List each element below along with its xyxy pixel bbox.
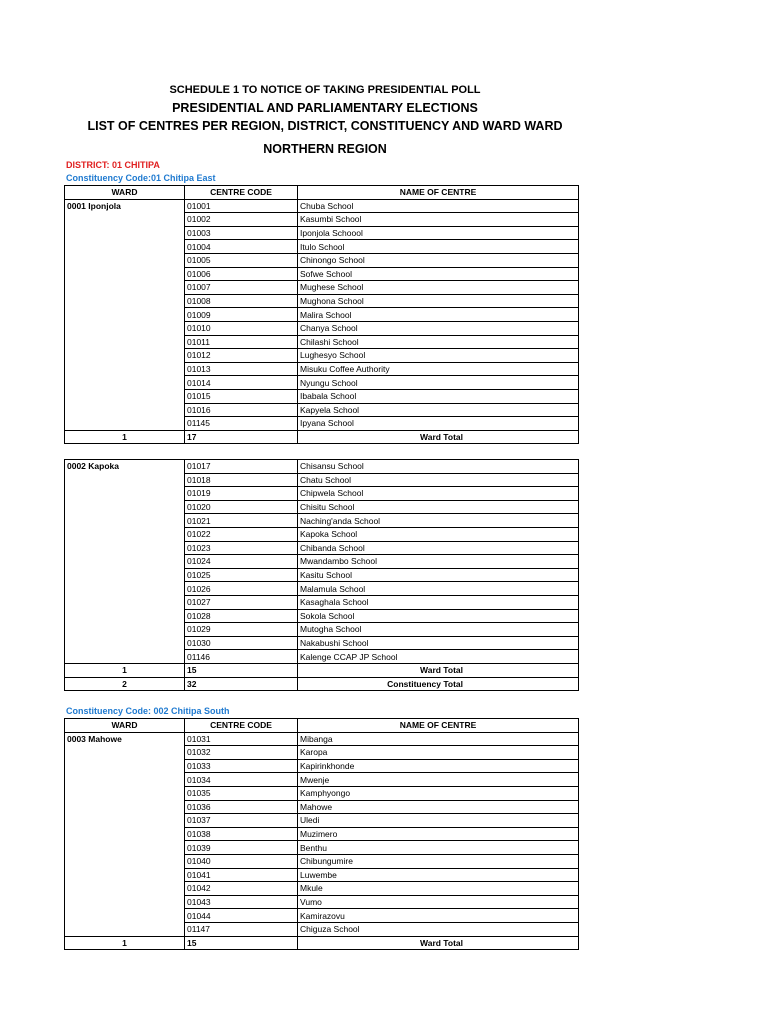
- district-label: DISTRICT: 01 CHITIPA: [66, 160, 160, 170]
- centre-name-cell: Chatu School: [298, 473, 579, 487]
- centre-code-cell: 01036: [185, 800, 298, 814]
- centre-code-cell: 01044: [185, 909, 298, 923]
- centre-code-cell: 01038: [185, 827, 298, 841]
- centre-name-cell: Kasumbi School: [298, 213, 579, 227]
- table-row: [65, 732, 579, 746]
- constituency-total-row-centres: 32: [185, 677, 298, 691]
- centre-code-cell: 01021: [185, 514, 298, 528]
- centre-code-cell: 01009: [185, 308, 298, 322]
- centre-code-cell: 01040: [185, 854, 298, 868]
- ward-total-row-label: Ward Total: [298, 430, 579, 444]
- centre-name-cell: Mibanga: [298, 732, 579, 746]
- col-header-centre-name: NAME OF CENTRE: [298, 186, 579, 200]
- centre-code-cell: 01001: [185, 199, 298, 213]
- election-title: PRESIDENTIAL AND PARLIAMENTARY ELECTIONS: [172, 101, 478, 115]
- centre-name-cell: Lughesyo School: [298, 349, 579, 363]
- centre-name-cell: Ipyana School: [298, 417, 579, 431]
- centre-name-cell: Itulo School: [298, 240, 579, 254]
- centre-name-cell: Kapyela School: [298, 403, 579, 417]
- centre-code-cell: 01030: [185, 636, 298, 650]
- centre-name-cell: Kasitu School: [298, 568, 579, 582]
- centre-name-cell: Mahowe: [298, 800, 579, 814]
- ward-table: [64, 185, 579, 444]
- centre-code-cell: 01041: [185, 868, 298, 882]
- centre-code-cell: 01024: [185, 555, 298, 569]
- centre-name-cell: Mwenje: [298, 773, 579, 787]
- ward-name-cell: 0001 Iponjola: [65, 199, 185, 430]
- col-header-ward: WARD: [65, 186, 185, 200]
- centre-name-cell: Mutogha School: [298, 623, 579, 637]
- list-title: LIST OF CENTRES PER REGION, DISTRICT, CONSTITUENCY AND WARD WARD: [87, 119, 563, 133]
- ward-total-row-count: 1: [65, 430, 185, 444]
- centre-code-cell: 01007: [185, 281, 298, 295]
- centre-code-cell: 01034: [185, 773, 298, 787]
- centre-name-cell: Uledi: [298, 814, 579, 828]
- col-header-centre-code: CENTRE CODE: [185, 719, 298, 733]
- centre-code-cell: 01014: [185, 376, 298, 390]
- table-row: [65, 460, 579, 474]
- centre-name-cell: Vumo: [298, 895, 579, 909]
- centre-code-cell: 01015: [185, 389, 298, 403]
- centre-name-cell: Chibanda School: [298, 541, 579, 555]
- centre-name-cell: Kalenge CCAP JP School: [298, 650, 579, 664]
- constituency-total-row-count: 2: [65, 677, 185, 691]
- centre-name-cell: Mughese School: [298, 281, 579, 295]
- ward-total-row-count: 1: [65, 663, 185, 677]
- centre-code-cell: 01004: [185, 240, 298, 254]
- centre-name-cell: Chiguza School: [298, 922, 579, 936]
- centre-name-cell: Kasaghala School: [298, 595, 579, 609]
- centre-name-cell: Kapoka School: [298, 527, 579, 541]
- col-header-centre-name: NAME OF CENTRE: [298, 719, 579, 733]
- centre-name-cell: Chinongo School: [298, 253, 579, 267]
- centre-code-cell: 01013: [185, 362, 298, 376]
- centre-code-cell: 01043: [185, 895, 298, 909]
- centre-code-cell: 01027: [185, 595, 298, 609]
- ward-table: [64, 718, 579, 950]
- centre-code-cell: 01011: [185, 335, 298, 349]
- centre-name-cell: Ibabala School: [298, 389, 579, 403]
- ward-total-row: [65, 430, 579, 444]
- constituency-label: Constituency Code:01 Chitipa East: [66, 173, 216, 183]
- ward-table: [64, 459, 579, 691]
- centre-code-cell: 01012: [185, 349, 298, 363]
- centre-name-cell: Malamula School: [298, 582, 579, 596]
- centre-name-cell: Sokola School: [298, 609, 579, 623]
- centre-name-cell: Karopa: [298, 746, 579, 760]
- col-header-ward: WARD: [65, 719, 185, 733]
- centre-code-cell: 01026: [185, 582, 298, 596]
- centre-name-cell: Chisitu School: [298, 500, 579, 514]
- ward-name-cell: 0002 Kapoka: [65, 460, 185, 664]
- constituency-total-row-label: Constituency Total: [298, 677, 579, 691]
- centre-code-cell: 01028: [185, 609, 298, 623]
- centre-name-cell: Iponjola Schoool: [298, 226, 579, 240]
- centre-name-cell: Nyungu School: [298, 376, 579, 390]
- centre-name-cell: Nakabushi School: [298, 636, 579, 650]
- centre-name-cell: Mughona School: [298, 294, 579, 308]
- centre-code-cell: 01019: [185, 487, 298, 501]
- centre-code-cell: 01002: [185, 213, 298, 227]
- ward-total-row-label: Ward Total: [298, 663, 579, 677]
- centre-name-cell: Chibungumire: [298, 854, 579, 868]
- centre-code-cell: 01032: [185, 746, 298, 760]
- centre-name-cell: Mkule: [298, 882, 579, 896]
- centre-code-cell: 01025: [185, 568, 298, 582]
- centre-code-cell: 01017: [185, 460, 298, 474]
- constituency-total-row: [65, 677, 579, 691]
- centre-name-cell: Chanya School: [298, 321, 579, 335]
- centre-name-cell: Chilashi School: [298, 335, 579, 349]
- centre-code-cell: 01035: [185, 786, 298, 800]
- ward-total-row-centres: 15: [185, 663, 298, 677]
- centre-code-cell: 01020: [185, 500, 298, 514]
- centre-code-cell: 01033: [185, 759, 298, 773]
- table-row: [65, 199, 579, 213]
- centre-code-cell: 01147: [185, 922, 298, 936]
- centre-name-cell: Chisansu School: [298, 460, 579, 474]
- centre-code-cell: 01018: [185, 473, 298, 487]
- centre-code-cell: 01008: [185, 294, 298, 308]
- centre-code-cell: 01010: [185, 321, 298, 335]
- col-header-centre-code: CENTRE CODE: [185, 186, 298, 200]
- centre-code-cell: 01146: [185, 650, 298, 664]
- centre-code-cell: 01031: [185, 732, 298, 746]
- centre-name-cell: Malira School: [298, 308, 579, 322]
- ward-total-row: [65, 663, 579, 677]
- centre-code-cell: 01003: [185, 226, 298, 240]
- centre-name-cell: Sofwe School: [298, 267, 579, 281]
- centre-name-cell: Muzimero: [298, 827, 579, 841]
- centre-name-cell: Benthu: [298, 841, 579, 855]
- centre-name-cell: Mwandambo School: [298, 555, 579, 569]
- centre-name-cell: Kamirazovu: [298, 909, 579, 923]
- centre-name-cell: Misuku Coffee Authority: [298, 362, 579, 376]
- centre-code-cell: 01145: [185, 417, 298, 431]
- centre-code-cell: 01029: [185, 623, 298, 637]
- ward-total-row-centres: 15: [185, 936, 298, 950]
- schedule-title: SCHEDULE 1 TO NOTICE OF TAKING PRESIDENTIAL POLL: [169, 84, 481, 96]
- centre-name-cell: Naching'anda School: [298, 514, 579, 528]
- constituency-label: Constituency Code: 002 Chitipa South: [66, 706, 230, 716]
- centre-code-cell: 01016: [185, 403, 298, 417]
- centre-code-cell: 01023: [185, 541, 298, 555]
- centre-name-cell: Luwembe: [298, 868, 579, 882]
- centre-code-cell: 01037: [185, 814, 298, 828]
- ward-name-cell: 0003 Mahowe: [65, 732, 185, 936]
- ward-total-row-count: 1: [65, 936, 185, 950]
- centre-name-cell: Chuba School: [298, 199, 579, 213]
- centre-code-cell: 01022: [185, 527, 298, 541]
- ward-total-row-label: Ward Total: [298, 936, 579, 950]
- centre-code-cell: 01042: [185, 882, 298, 896]
- centre-name-cell: Kapirinkhonde: [298, 759, 579, 773]
- centre-name-cell: Kamphyongo: [298, 786, 579, 800]
- ward-total-row: [65, 936, 579, 950]
- centre-code-cell: 01006: [185, 267, 298, 281]
- region-title: NORTHERN REGION: [263, 142, 387, 156]
- centre-code-cell: 01005: [185, 253, 298, 267]
- ward-total-row-centres: 17: [185, 430, 298, 444]
- centre-name-cell: Chipwela School: [298, 487, 579, 501]
- centre-code-cell: 01039: [185, 841, 298, 855]
